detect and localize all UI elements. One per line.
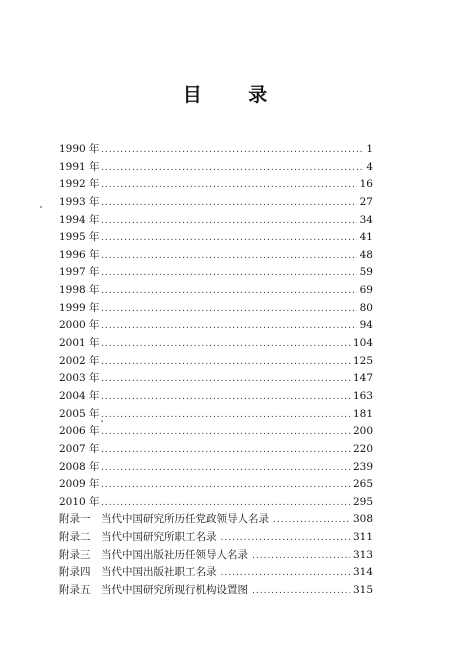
toc-page-number: 308 xyxy=(352,513,373,526)
dot-leader xyxy=(221,565,350,583)
toc-appendix-entry xyxy=(59,511,373,529)
toc-page-number: 314 xyxy=(352,566,373,579)
toc-entry-label: 附录二 当代中国研究所职工名录 xyxy=(59,531,217,544)
toc-entry-label: 2009 年 xyxy=(59,478,100,491)
dot-leader xyxy=(252,548,350,566)
toc-entry-label: 2006 年 xyxy=(59,425,100,438)
dot-leader xyxy=(252,583,350,601)
toc-page-number: 48 xyxy=(359,248,373,261)
toc-entry xyxy=(59,459,373,477)
toc-appendix-entry xyxy=(59,529,373,547)
toc-entry xyxy=(59,282,373,300)
dot-leader xyxy=(101,318,357,336)
dot-leader xyxy=(101,283,357,301)
dot-leader xyxy=(101,460,350,478)
dot-leader xyxy=(101,301,357,319)
toc-page-number: 265 xyxy=(352,478,373,491)
toc-entry xyxy=(59,176,373,194)
toc-page-number: 311 xyxy=(352,531,373,544)
toc-entry-label: 2010 年 xyxy=(59,495,100,508)
toc-entry-label: 2007 年 xyxy=(59,442,100,455)
toc-entry xyxy=(59,441,373,459)
toc-page-number: 94 xyxy=(359,319,373,332)
dot-leader xyxy=(273,512,350,530)
dot-leader xyxy=(101,336,350,354)
dot-leader xyxy=(101,230,357,248)
toc-entry-label: 1996 年 xyxy=(59,248,100,261)
toc-entry xyxy=(59,353,373,371)
toc-page-number: 80 xyxy=(359,301,373,314)
toc-entry-label: 1991 年 xyxy=(59,160,100,173)
toc-entry-label: 附录四 当代中国出版社职工名录 xyxy=(59,566,217,579)
dot-leader xyxy=(221,530,350,548)
dot-leader xyxy=(101,142,363,160)
dot-leader xyxy=(101,177,357,195)
toc-page-number: 27 xyxy=(359,195,373,208)
toc-entry xyxy=(59,247,373,265)
toc-entry-label: 2004 年 xyxy=(59,389,100,402)
toc-entry-label: 1994 年 xyxy=(59,213,100,226)
toc-entry-label: 附录五 当代中国研究所现行机构设置图 xyxy=(59,584,248,597)
toc-entry xyxy=(59,335,373,353)
toc-entry-label: 2003 年 xyxy=(59,372,100,385)
toc-entry xyxy=(59,423,373,441)
scan-speck xyxy=(101,420,103,422)
dot-leader xyxy=(101,442,350,460)
page-title: 目 录 xyxy=(182,84,288,106)
dot-leader xyxy=(101,495,350,513)
toc-entry xyxy=(59,406,373,424)
toc-page-number: 1 xyxy=(366,143,373,155)
toc-page-number: 69 xyxy=(359,284,373,297)
dot-leader xyxy=(101,213,357,231)
toc-entry xyxy=(59,229,373,247)
toc-appendix-entry xyxy=(59,547,373,565)
toc-page-number: 4 xyxy=(366,160,373,173)
dot-leader xyxy=(101,477,350,495)
toc-entry xyxy=(59,317,373,335)
dot-leader xyxy=(101,407,350,425)
toc-entry-label: 2000 年 xyxy=(59,319,100,332)
toc-page-number: 239 xyxy=(352,460,373,473)
toc-entry xyxy=(59,194,373,212)
dot-leader xyxy=(101,248,357,266)
toc-page-number: 34 xyxy=(359,213,373,226)
toc-appendix-entry xyxy=(59,582,373,600)
toc-page-number: 315 xyxy=(352,584,373,597)
dot-leader xyxy=(101,389,350,407)
toc-page-number: 295 xyxy=(352,495,373,508)
toc-page-number: 220 xyxy=(352,442,373,455)
toc-entry-label: 1990 年 xyxy=(59,143,100,155)
toc-entry-label: 附录一 当代中国研究所历任党政领导人名录 xyxy=(59,513,269,526)
toc-entry xyxy=(59,159,373,177)
toc-entry xyxy=(59,141,373,159)
toc-entry-label: 1992 年 xyxy=(59,178,100,191)
toc-page-number: 59 xyxy=(359,266,373,279)
toc-page-number: 313 xyxy=(352,548,373,561)
toc-entry-label: 2005 年 xyxy=(59,407,100,420)
dot-leader xyxy=(101,265,357,283)
toc-entry xyxy=(59,212,373,230)
toc-appendix-entry xyxy=(59,564,373,582)
toc-page-number: 16 xyxy=(359,178,373,191)
toc-entry xyxy=(59,494,373,512)
table-of-contents xyxy=(59,141,373,600)
toc-entry-label: 1995 年 xyxy=(59,231,100,244)
toc-entry xyxy=(59,370,373,388)
toc-page-number: 163 xyxy=(352,389,373,402)
toc-entry xyxy=(59,300,373,318)
dot-leader xyxy=(101,160,363,178)
toc-entry-label: 1997 年 xyxy=(59,266,100,279)
toc-entry-label: 1999 年 xyxy=(59,301,100,314)
dot-leader xyxy=(101,371,350,389)
scan-speck xyxy=(40,206,42,208)
toc-entry-label: 2008 年 xyxy=(59,460,100,473)
toc-page-number: 104 xyxy=(352,337,373,350)
toc-entry-label: 1993 年 xyxy=(59,195,100,208)
toc-page-number: 181 xyxy=(352,407,373,420)
toc-page-number: 41 xyxy=(359,231,373,244)
toc-entry xyxy=(59,388,373,406)
toc-page-number: 147 xyxy=(352,372,373,385)
toc-entry xyxy=(59,476,373,494)
dot-leader xyxy=(101,354,350,372)
toc-page-number: 200 xyxy=(352,425,373,438)
toc-entry-label: 2001 年 xyxy=(59,337,100,350)
toc-entry-label: 附录三 当代中国出版社历任领导人名录 xyxy=(59,548,248,561)
dot-leader xyxy=(101,424,350,442)
toc-entry-label: 1998 年 xyxy=(59,284,100,297)
dot-leader xyxy=(101,195,357,213)
toc-entry-label: 2002 年 xyxy=(59,354,100,367)
toc-page-number: 125 xyxy=(352,354,373,367)
toc-entry xyxy=(59,264,373,282)
